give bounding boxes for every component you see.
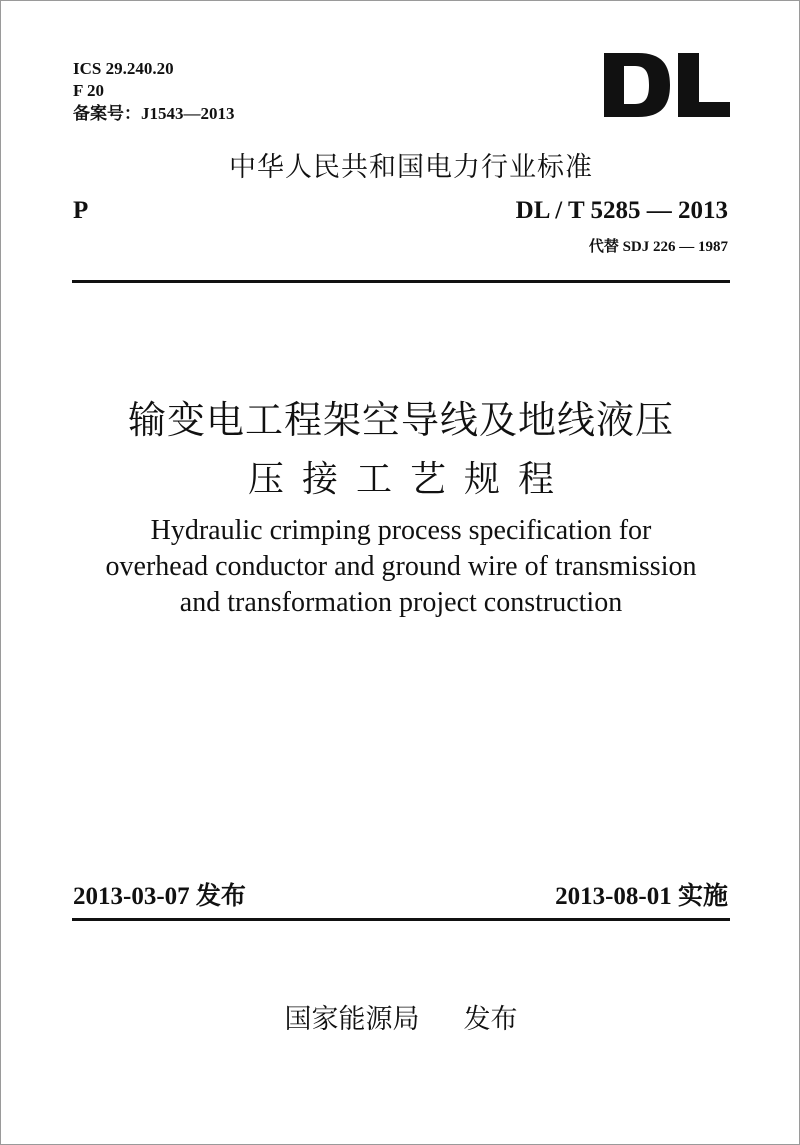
chinese-title-line-2: 压接工艺规程 <box>247 459 572 499</box>
standard-category-title: 中华人民共和国电力行业标准 <box>229 152 593 183</box>
effective-label: 实施 <box>677 883 728 910</box>
chinese-title-line-1: 输变电工程架空导线及地线液压 <box>127 400 674 442</box>
replaces-standard: 代替 SDJ 226 — 1987 <box>588 239 728 255</box>
effective-date-block <box>555 876 728 912</box>
effective-date: 2013-08-01 <box>555 883 672 910</box>
issuer-action: 发布 <box>463 1004 518 1035</box>
filing-number: 备案号：J1543—2013 <box>73 104 235 123</box>
standard-code: DL / T 5285 — 2013 <box>515 197 728 224</box>
issuer-line <box>1 997 800 1036</box>
english-title-line-1: Hydraulic crimping process specification for <box>150 515 652 546</box>
class-letter: P <box>73 197 89 224</box>
ics-code: ICS 29.240.20 <box>73 59 174 78</box>
issue-date-block <box>73 876 246 912</box>
english-title-line-2: overhead conductor and ground wire of transmission <box>105 551 697 582</box>
english-title-line-3: and transformation project construction <box>179 587 623 618</box>
issue-label: 发布 <box>195 883 246 910</box>
issue-date: 2013-03-07 <box>73 883 190 910</box>
top-divider <box>72 280 730 283</box>
issuer-name: 国家能源局 <box>284 1004 420 1035</box>
dl-logo <box>604 53 730 117</box>
bottom-divider <box>72 918 730 921</box>
category-code: F 20 <box>73 81 105 100</box>
